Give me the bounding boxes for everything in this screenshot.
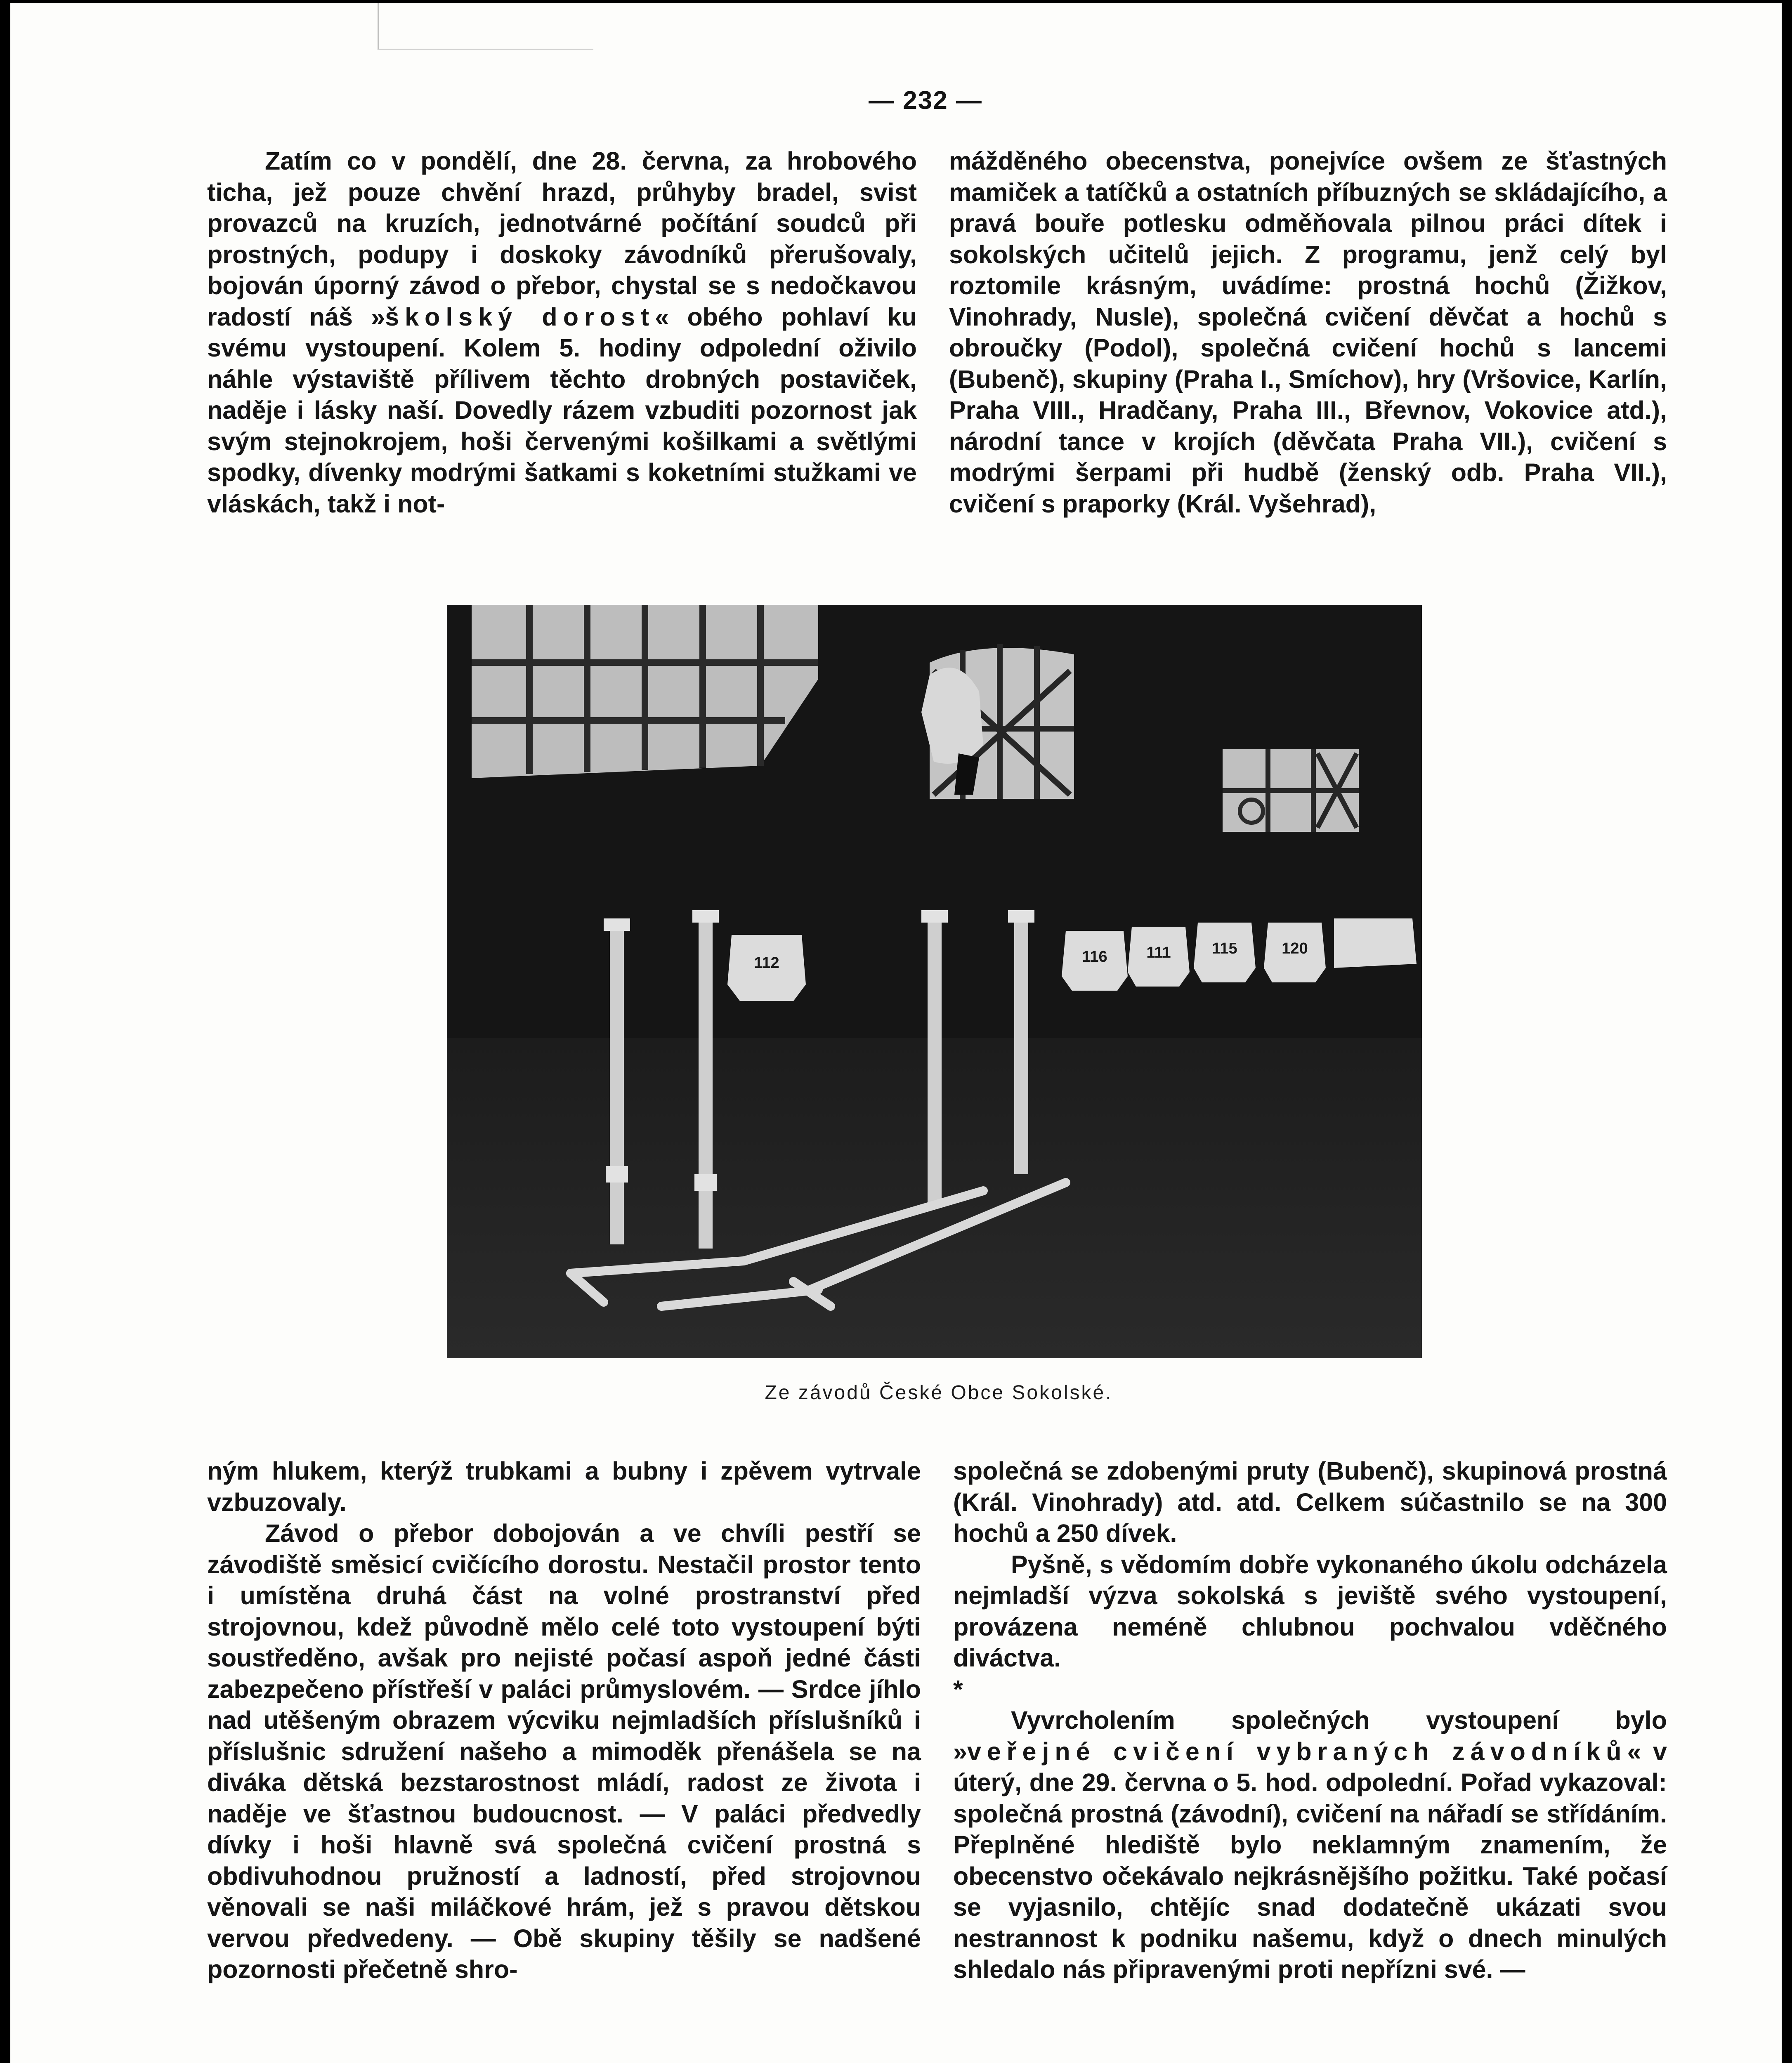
text-run: Zatím co v pondělí, dne 28. června, za hrobového ticha, jež pouze chvění hrazd, průhyby bradel, svist provazců na kruzích, jednotvárné počítání soudců při prostných, podupy i doskoky závodníků přerušovaly, bojován úporný závod o přebor, chystal se s nedočkavou radostí náš »: [207, 147, 917, 331]
jersey-number: 111: [1146, 944, 1171, 961]
page-number: — 232 —: [869, 86, 982, 115]
text-run: « obého pohlaví ku svému vystoupení. Kolem 5. hodiny odpolední oživilo náhle výstaviště přílivem těchto drobných postaviček, naděje i lásky naší. Dovedly rázem vzbuditi pozornost jak svým stejnokrojem, hoši červenými košilkami a světlými spodky, dívenky modrými šatkami s koketními stužkami ve vláskách, takž i not-: [207, 302, 917, 518]
figure-caption: Ze závodů České Obce Sokolské.: [765, 1382, 1113, 1404]
text-run: Vyvrcholením společných vystoupení bylo »: [953, 1706, 1667, 1766]
jersey-number: 112: [754, 954, 779, 972]
bottom-right-column: [953, 1456, 1667, 1985]
text-run: « v úterý, dne 29. června o 5. hod. odpolední. Pořad vykazoval: společná prostná (závodní), cvičení na nářadí se střídáním. Přeplněné hlediště bylo neklamným znamením, že obecenstvo očekávalo nejkrásnějšího požitku. Také počasí se vyjasnilo, chtějíc snad dodatečně ukázati svou nestrannost k podniku našemu, když o dnech minulých shledalo nás připravenými proti nepřízni své. —: [953, 1737, 1667, 1983]
spaced-text: veřejné cvičení vybraných závodníků: [967, 1737, 1627, 1766]
bottom-left-column: [207, 1456, 921, 1985]
jersey-number: 115: [1212, 940, 1237, 957]
paragraph: Pyšně, s vědomím dobře vykonaného úkolu odcházela nejmladší výzva sokolská s jeviště svého vystoupení, provázena neméně chlubnou pochvalou vděčného diváctva.: [953, 1550, 1667, 1672]
paragraph: [207, 146, 917, 519]
paragraph: ným hlukem, kterýž trubkami a bubny i zpěvem vytrvale vzbuzovaly.: [207, 1457, 921, 1516]
top-left-column: [207, 146, 917, 519]
paragraph: mážděného obecenstva, ponejvíce ovšem ze šťastných mamiček a tatíčků a ostatních příbuzných se skládajícího, a pravá bouře potlesku odměňovala pilnou práci dítek i sokolských učitelů jejich. Z programu, jenž celý byl roztomile krásným, uvádíme: prostná hochů (Žižkov, Vinohrady, Nusle), společná cvičení děvčat a hochů s obroučky (Podol), společná cvičení hochů s lancemi (Bubenč), skupiny (Praha I., Smíchov), hry (Vršovice, Karlín, Praha VIII., Hradčany, Praha III., Břevnov, Vokovice atd.), národní tance v krojích (děvčata Praha VII.), cvičení s modrými šerpami při hudbě (ženský odb. Praha VII.), cvičení s praporky (Král. Vyšehrad),: [949, 147, 1667, 518]
jersey-number: 116: [1082, 948, 1107, 965]
paragraph: společná se zdobenými pruty (Bubenč), skupinová prostná (Král. Vinohrady) atd. atd. Celkem súčastnilo se na 300 hochů a 250 dívek.: [953, 1457, 1667, 1547]
photo-illustration: [447, 605, 1422, 1358]
section-separator: *: [953, 1675, 963, 1703]
document-page: [10, 3, 1782, 2063]
jersey-number: 120: [1282, 940, 1308, 957]
top-right-column: [949, 146, 1667, 519]
gymnastics-photo: [447, 605, 1422, 1358]
scan-artifact: [378, 3, 593, 50]
spaced-text: školský dorost: [385, 302, 655, 331]
paragraph: Závod o přebor dobojován a ve chvíli pestří se závodiště směsicí cvičícího dorostu. Nestačil prostor tento i umístěna druhá část na volné prostranství před strojovnou, kdež původně mělo celé toto vystoupení býti soustředěno, avšak pro nejisté počasí aspoň jedné části zabezpečeno přístřeší v paláci průmyslovém. — Srdce jíhlo nad utěšeným obrazem výcviku nejmladších příslušníků i příslušnic sdružení našeho a mimoděk přenášela se na diváka dětská bezstarostnost mládí, radost ze života i naděje ve šťastnou budoucnost. — V paláci předvedly dívky i hoši hlavně svá společná cvičení prostná s obdivuhodnou pružností a ladností, před strojovnou věnovali se naši miláčkové hrám, jež s pravou dětskou vervou předvedeny. — Obě skupiny těšily se nadšené pozornosti přečetně shro-: [207, 1519, 921, 1983]
paragraph: [953, 1705, 1667, 1985]
